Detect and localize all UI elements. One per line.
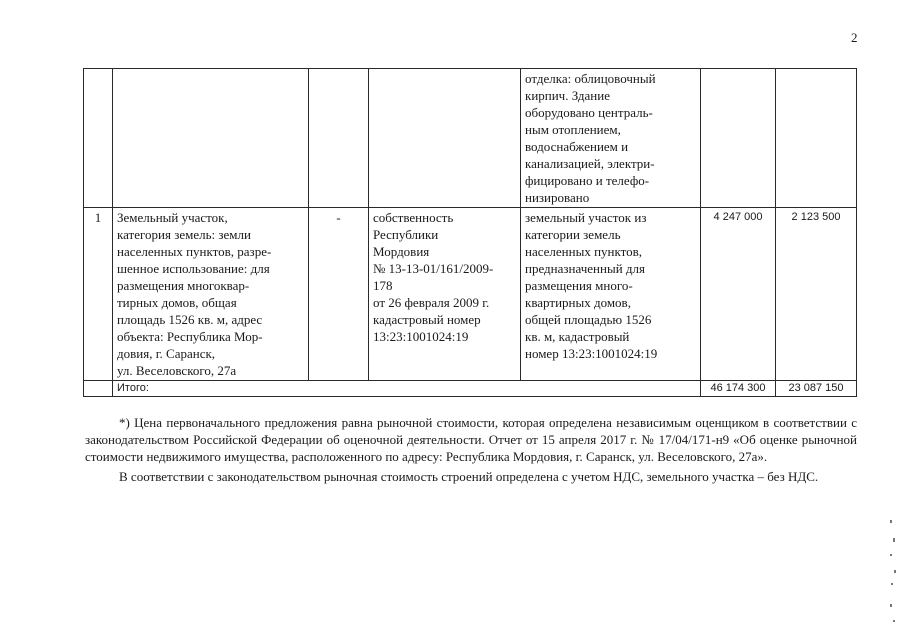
vat-note-paragraph: В соответствии с законодательством рыночная стоимость строений определена с учетом НДС, земельного участка – без НДС. — [119, 469, 819, 484]
cell-deposit: 2 123 500 — [776, 208, 857, 381]
ownership-line: № 13-13-01/161/2009- — [373, 261, 494, 276]
notes — [85, 414, 857, 488]
description-line: земельный участок из — [525, 210, 647, 225]
cell-dash: - — [309, 208, 369, 381]
footnote-paragraph: *) Цена первоначального предложения равна рыночной стоимости, которая определена независимым оценщиком в соответствии с законодательством Российской Федерации об оценочной деятельности. Отчет от 15 апреля 2017 г. № 17/04/171-н9 «Об оценке рыночной стоимости недвижимого имущества, расположенного по адресу: Республика Мордовия, г. Саранск, ул. Веселовского, 27а». — [85, 415, 857, 464]
name-line: Земельный участок, — [117, 210, 228, 225]
description-line: предназначенный для — [525, 261, 645, 276]
cell-description — [521, 208, 701, 381]
cell-name — [113, 69, 309, 208]
description-line: населенных пунктов, — [525, 244, 643, 259]
description-line: ным отоплением, — [525, 122, 621, 137]
name-line: населенных пунктов, разре- — [117, 244, 272, 259]
description-line: оборудовано централь- — [525, 105, 653, 120]
description-line: общей площадью 1526 — [525, 312, 652, 327]
description-line: размещения много- — [525, 278, 633, 293]
name-line: довия, г. Саранск, — [117, 346, 216, 361]
total-label: Итого: — [113, 381, 701, 397]
table-row-1 — [84, 208, 857, 381]
cell-ownership — [369, 69, 521, 208]
description-line: номер 13:23:1001024:19 — [525, 346, 658, 361]
cell-name — [113, 208, 309, 381]
name-line: объекта: Республика Мор- — [117, 329, 263, 344]
ownership-line: собственность — [373, 210, 454, 225]
cell-number — [84, 381, 113, 397]
table-row-continuation — [84, 69, 857, 208]
total-price: 46 174 300 — [701, 381, 776, 397]
description-line: низировано — [525, 190, 590, 205]
ownership-line: Мордовия — [373, 244, 430, 259]
description-line: канализацией, электри- — [525, 156, 655, 171]
property-table — [83, 68, 857, 397]
scan-edge-marks — [886, 520, 900, 630]
ownership-line: Республики — [373, 227, 439, 242]
name-line: ул. Веселовского, 27а — [117, 363, 237, 378]
row-number: 1 — [84, 208, 113, 381]
name-line: шенное использование: для — [117, 261, 270, 276]
description-line: фицировано и телефо- — [525, 173, 650, 188]
cell-number — [84, 69, 113, 208]
ownership-line: кадастровый номер — [373, 312, 481, 327]
name-line: категория земель: земли — [117, 227, 251, 242]
name-line: площадь 1526 кв. м, адрес — [117, 312, 263, 327]
description-line: квартирных домов, — [525, 295, 631, 310]
description-line: водоснабжением и — [525, 139, 629, 154]
ownership-line: 13:23:1001024:19 — [373, 329, 469, 344]
ownership-line: от 26 февраля 2009 г. — [373, 295, 490, 310]
description-line: категории земель — [525, 227, 621, 242]
cell-price — [701, 69, 776, 208]
cell-ownership — [369, 208, 521, 381]
description-line: кв. м, кадастровый — [525, 329, 630, 344]
name-line: тирных домов, общая — [117, 295, 237, 310]
page-number: 2 — [851, 30, 858, 45]
description-line: кирпич. Здание — [525, 88, 610, 103]
cell-description — [521, 69, 701, 208]
ownership-line: 178 — [373, 278, 393, 293]
total-deposit: 23 087 150 — [776, 381, 857, 397]
name-line: размещения многоквар- — [117, 278, 250, 293]
description-line: отделка: облицовочный — [525, 71, 656, 86]
table-row-total — [84, 381, 857, 397]
cell-dash — [309, 69, 369, 208]
cell-price: 4 247 000 — [701, 208, 776, 381]
cell-deposit — [776, 69, 857, 208]
